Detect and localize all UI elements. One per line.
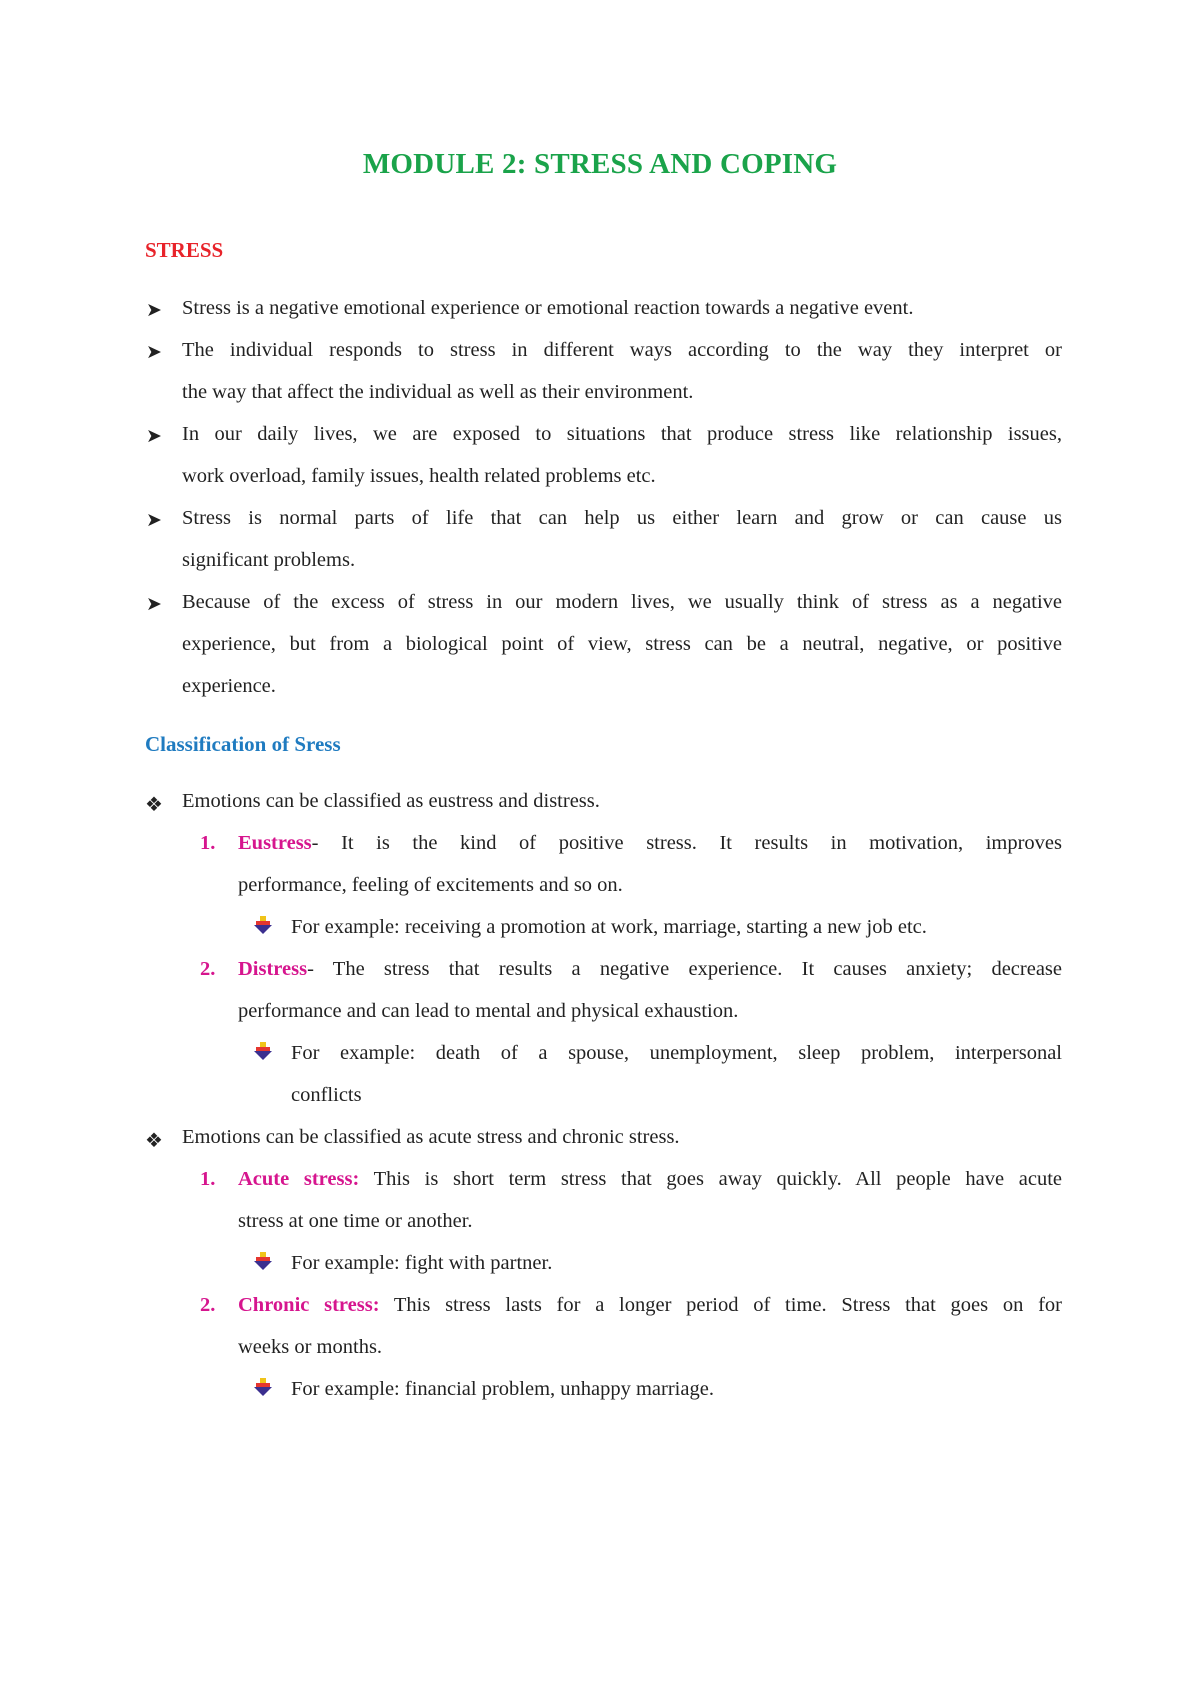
list-item-continued: weeks or months. [238, 1336, 383, 1358]
list-item-first-line [238, 1294, 1062, 1317]
arrowhead-bullet-icon: ➤ [146, 510, 162, 531]
pointing-hand-down-icon [252, 1041, 274, 1061]
section-heading-stress: STRESS [145, 238, 224, 262]
arrowhead-bullet-icon: ➤ [146, 594, 162, 615]
list-number: 2. [200, 1294, 216, 1316]
page-title: MODULE 2: STRESS AND COPING [362, 148, 838, 180]
example-text: For example: death of a spouse, unemployment, sleep problem, interpersonal [291, 1042, 1062, 1064]
pointing-hand-down-icon [252, 915, 274, 935]
list-item-first-line [238, 958, 1062, 981]
list-item-continued: stress at one time or another. [238, 1210, 473, 1232]
arrowhead-bullet-icon: ➤ [146, 300, 162, 321]
term-acute-stress: Acute stress: [238, 1168, 360, 1190]
term-definition: - It is the kind of positive stress. It results in motivation, improves [311, 832, 1062, 854]
bullet-text: The individual responds to stress in different ways according to the way they interpret or [182, 339, 1062, 361]
list-item-first-line [238, 1168, 1062, 1191]
bullet-text-continued: significant problems. [182, 549, 356, 571]
term-definition: This stress lasts for a longer period of time. Stress that goes on for [379, 1294, 1062, 1316]
bullet-text-continued: work overload, family issues, health related problems etc. [182, 465, 656, 487]
list-item-continued: performance and can lead to mental and physical exhaustion. [238, 1000, 739, 1022]
example-text-continued: conflicts [291, 1084, 362, 1106]
term-eustress: Eustress [238, 832, 312, 854]
arrowhead-bullet-icon: ➤ [146, 426, 162, 447]
pointing-hand-down-icon [252, 1377, 274, 1397]
example-text: For example: fight with partner. [291, 1252, 553, 1274]
list-number: 1. [200, 832, 216, 854]
example-text: For example: financial problem, unhappy marriage. [291, 1378, 714, 1400]
section-heading-classification: Classification of Sress [145, 732, 341, 756]
list-item-first-line [238, 832, 1062, 855]
group-intro: Emotions can be classified as eustress and distress. [182, 790, 600, 812]
bullet-text-continued: the way that affect the individual as well as their environment. [182, 381, 694, 403]
list-item-continued: performance, feeling of excitements and so on. [238, 874, 623, 896]
four-diamond-bullet-icon: ❖ [145, 794, 163, 816]
term-distress: Distress [238, 958, 308, 980]
list-number: 1. [200, 1168, 216, 1190]
list-number: 2. [200, 958, 216, 980]
term-definition: - The stress that results a negative experience. It causes anxiety; decrease [307, 958, 1062, 980]
bullet-text: Because of the excess of stress in our modern lives, we usually think of stress as a negative [182, 591, 1062, 613]
bullet-text-continued: experience. [182, 675, 276, 697]
four-diamond-bullet-icon: ❖ [145, 1130, 163, 1152]
arrowhead-bullet-icon: ➤ [146, 342, 162, 363]
term-chronic-stress: Chronic stress: [238, 1294, 380, 1316]
group-intro: Emotions can be classified as acute stress and chronic stress. [182, 1126, 680, 1148]
pointing-hand-down-icon [252, 1251, 274, 1271]
term-definition: This is short term stress that goes away quickly. All people have acute [359, 1168, 1062, 1190]
bullet-text: In our daily lives, we are exposed to situations that produce stress like relationship issues, [182, 423, 1062, 445]
bullet-text: Stress is a negative emotional experience or emotional reaction towards a negative event. [182, 297, 914, 319]
bullet-text: Stress is normal parts of life that can help us either learn and grow or can cause us [182, 507, 1062, 529]
bullet-text-continued: experience, but from a biological point of view, stress can be a neutral, negative, or positive [182, 633, 1062, 655]
example-text: For example: receiving a promotion at work, marriage, starting a new job etc. [291, 916, 927, 938]
